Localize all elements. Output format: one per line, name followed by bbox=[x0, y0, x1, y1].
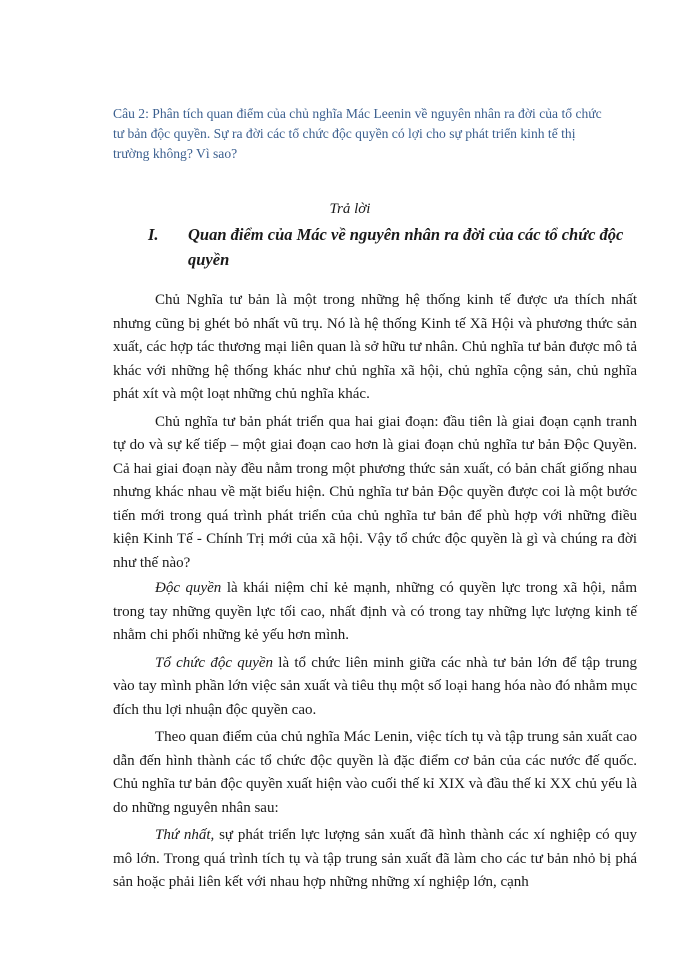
paragraph-lead: Độc quyền bbox=[155, 580, 222, 596]
section-heading bbox=[148, 222, 638, 272]
paragraph-body: Chủ nghĩa tư bản phát triển qua hai giai đoạn: đầu tiên là giai đoạn cạnh tranh tự do và sự kế tiếp – một giai đoạn cao hơn là giai đoạn chủ nghĩa tư bản Độc Quyền. Cả hai giai đoạn này đều nằm trong một phương thức sản xuất, có bản chất giống nhau nhưng khác nhau về mặt biểu hiện. Chủ nghĩa tư bản Độc quyền được coi là một bước tiến mới trong quá trình phát triển của chủ nghĩa tư bản để phù hợp với những điều kiện Kinh Tế - Chính Trị mới của xã hội. Vậy tổ chức độc quyền là gì và chúng ra đời như thế nào? bbox=[113, 413, 637, 571]
answer-label: Trả lời bbox=[329, 201, 371, 217]
paragraph-body: là khái niệm chỉ kẻ mạnh, những có quyền lực trong xã hội, nắm trong tay những quyền lực tối cao, nhất định và có trong tay những lực lượng kinh tế nhằm chi phối những kẻ yếu hơn mình. bbox=[113, 580, 637, 643]
paragraph bbox=[113, 726, 637, 820]
paragraph-body: Chủ Nghĩa tư bản là một trong những hệ thống kinh tế được ưa thích nhất nhưng cũng bị ghét bỏ nhất vũ trụ. Nó là hệ thống Kinh tế Xã Hội và phương thức sản xuất, các hợp tác thương mại liên quan là sở hữu tư nhân. Chủ nghĩa tư bản được mô tả khác với những hệ thống khác như chủ nghĩa xã hội, chủ nghĩa cộng sản, chủ nghĩa phát xít và một loạt những chủ nghĩa khác. bbox=[113, 292, 637, 402]
paragraph-body: sự phát triển lực lượng sản xuất đã hình thành các xí nghiệp có quy mô lớn. Trong quá trình tích tụ và tập trung sản xuất đã làm cho các tư bản nhỏ bị phá sản hoặc phải liên kết với nhau hợp những những xí nghiệp lớn, cạnh bbox=[113, 827, 637, 890]
paragraph bbox=[113, 652, 637, 723]
section-title: Quan điểm của Mác về nguyên nhân ra đời của các tổ chức độc quyền bbox=[188, 225, 624, 269]
paragraph bbox=[113, 411, 637, 576]
paragraph bbox=[113, 289, 637, 407]
paragraph-lead: Tổ chức độc quyền bbox=[155, 654, 274, 671]
paragraph bbox=[113, 824, 637, 895]
paragraph bbox=[113, 577, 637, 648]
body-text bbox=[113, 289, 637, 899]
question-text: Câu 2: Phân tích quan điểm của chủ nghĩa Mác Leenin về nguyên nhân ra đời của tổ chức tư bản độc quyền. Sự ra đời các tổ chức độc quyền có lợi cho sự phát triển kinh tế thị trường không? Vì sao? bbox=[113, 106, 602, 161]
paragraph-body: là tổ chức liên minh giữa các nhà tư bản lớn để tập trung vào tay mình phần lớn việc sản xuất và tiêu thụ một số loại hang hóa nào đó nhằm mục đích thu lợi nhuận độc quyền cao. bbox=[113, 654, 637, 718]
paragraph-body: Theo quan điểm của chủ nghĩa Mác Lenin, việc tích tụ và tập trung sản xuất cao dẫn đến hình thành các tổ chức độc quyền là đặc điểm cơ bản của các nước đế quốc. Chủ nghĩa tư bản độc quyền xuất hiện vào cuối thế kỉ XIX và đầu thế kỉ XX chủ yếu là do những nguyên nhân sau: bbox=[113, 729, 637, 816]
paragraph-lead: Thứ nhất, bbox=[155, 827, 215, 843]
section-number: I. bbox=[148, 225, 159, 244]
